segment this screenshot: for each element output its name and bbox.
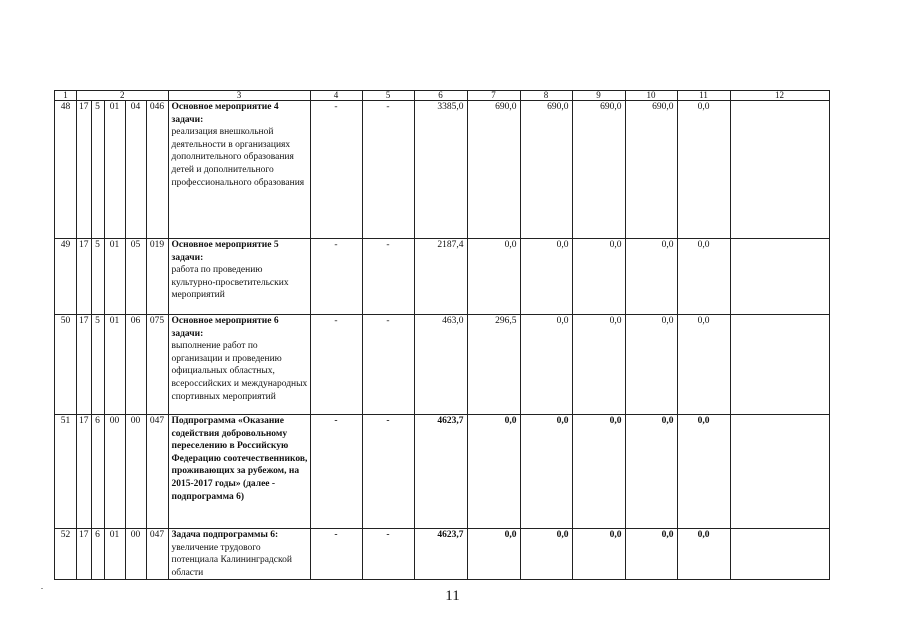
code-cell: 01	[104, 315, 125, 415]
header-col-3: 3	[168, 91, 310, 101]
header-col-11: 11	[677, 91, 730, 101]
code-cell: 06	[125, 315, 146, 415]
amount-cell-7: 690,0	[467, 101, 520, 239]
description-heading: Основное мероприятие 5 задачи:	[171, 240, 279, 263]
code-cell: 00	[125, 415, 146, 529]
description-heading: Подпрограмма «Оказание содействия добровольному переселению в Российскую Федерацию соотечественников, проживающих за рубежом, на 2015-2017 годы» (далее - подпрограмма 6)	[171, 416, 308, 502]
amount-cell-11: 0,0	[677, 239, 730, 315]
header-col-10: 10	[625, 91, 677, 101]
amount-cell-6: 3385,0	[414, 101, 467, 239]
amount-cell-9: 0,0	[572, 239, 625, 315]
row-number-cell: 52	[55, 529, 77, 580]
code-cell: 17	[77, 239, 92, 315]
amount-cell-8: 0,0	[520, 315, 572, 415]
description-cell	[168, 315, 310, 415]
description-text: работа по проведению культурно-просветительских мероприятий	[171, 265, 289, 301]
description-heading: Задача подпрограммы 6:	[171, 530, 279, 540]
amount-cell-6: 4623,7	[414, 415, 467, 529]
amount-cell-11: 0,0	[677, 529, 730, 580]
value-cell-12	[730, 529, 829, 580]
table-row	[55, 529, 830, 580]
amount-cell-7: 0,0	[467, 529, 520, 580]
table-row	[55, 101, 830, 239]
code-cell: 075	[146, 315, 168, 415]
header-col-2: 2	[77, 91, 169, 101]
amount-cell-11: 0,0	[677, 101, 730, 239]
value-cell-12	[730, 415, 829, 529]
description-cell	[168, 415, 310, 529]
amount-cell-10: 0,0	[625, 529, 677, 580]
code-cell: 047	[146, 529, 168, 580]
description-cell	[168, 239, 310, 315]
value-cell-5: -	[362, 101, 414, 239]
amount-cell-8: 0,0	[520, 529, 572, 580]
description-heading: Основное мероприятие 6 задачи:	[171, 316, 279, 339]
description-cell	[168, 101, 310, 239]
table-row	[55, 415, 830, 529]
value-cell-5: -	[362, 415, 414, 529]
amount-cell-7: 0,0	[467, 415, 520, 529]
page-number: 11	[445, 588, 460, 604]
code-cell: 019	[146, 239, 168, 315]
code-cell: 17	[77, 101, 92, 239]
header-col-9: 9	[572, 91, 625, 101]
code-cell: 5	[91, 315, 104, 415]
code-cell: 6	[91, 415, 104, 529]
row-number-cell: 51	[55, 415, 77, 529]
header-col-5: 5	[362, 91, 414, 101]
value-cell-4: -	[310, 315, 362, 415]
code-cell: 01	[104, 239, 125, 315]
header-col-1: 1	[55, 91, 77, 101]
code-cell: 17	[77, 529, 92, 580]
description-heading: Основное мероприятие 4 задачи:	[171, 102, 279, 125]
value-cell-5: -	[362, 529, 414, 580]
code-cell: 04	[125, 101, 146, 239]
amount-cell-9: 0,0	[572, 315, 625, 415]
amount-cell-8: 690,0	[520, 101, 572, 239]
value-cell-4: -	[310, 529, 362, 580]
description-cell	[168, 529, 310, 580]
amount-cell-7: 296,5	[467, 315, 520, 415]
code-cell: 6	[91, 529, 104, 580]
code-cell: 00	[125, 529, 146, 580]
code-cell: 5	[91, 101, 104, 239]
amount-cell-11: 0,0	[677, 415, 730, 529]
amount-cell-8: 0,0	[520, 415, 572, 529]
amount-cell-10: 0,0	[625, 239, 677, 315]
code-cell: 01	[104, 529, 125, 580]
description-text: реализация внешкольной деятельности в организациях дополнительного образования детей и дополнительного профессионального образования	[171, 127, 305, 188]
code-cell: 17	[77, 415, 92, 529]
row-number-cell: 48	[55, 101, 77, 239]
amount-cell-9: 0,0	[572, 415, 625, 529]
amount-cell-7: 0,0	[467, 239, 520, 315]
value-cell-5: -	[362, 315, 414, 415]
header-col-4: 4	[310, 91, 362, 101]
value-cell-4: -	[310, 101, 362, 239]
amount-cell-9: 690,0	[572, 101, 625, 239]
amount-cell-9: 0,0	[572, 529, 625, 580]
code-cell: 046	[146, 101, 168, 239]
code-cell: 01	[104, 101, 125, 239]
row-number-cell: 49	[55, 239, 77, 315]
header-col-7: 7	[467, 91, 520, 101]
amount-cell-10: 690,0	[625, 101, 677, 239]
description-text: выполнение работ по организации и проведению официальных областных, всероссийских и международных спортивных мероприятий	[171, 341, 308, 402]
description-text: увеличение трудового потенциала Калининградской области	[171, 542, 292, 578]
code-cell: 05	[125, 239, 146, 315]
code-cell: 17	[77, 315, 92, 415]
value-cell-12	[730, 101, 829, 239]
amount-cell-10: 0,0	[625, 415, 677, 529]
amount-cell-6: 4623,7	[414, 529, 467, 580]
budget-table	[54, 90, 830, 580]
value-cell-5: -	[362, 239, 414, 315]
amount-cell-11: 0,0	[677, 315, 730, 415]
amount-cell-8: 0,0	[520, 239, 572, 315]
table-row	[55, 315, 830, 415]
header-col-8: 8	[520, 91, 572, 101]
code-cell: 047	[146, 415, 168, 529]
code-cell: 5	[91, 239, 104, 315]
amount-cell-10: 0,0	[625, 315, 677, 415]
header-row	[55, 91, 830, 101]
code-cell: 00	[104, 415, 125, 529]
amount-cell-6: 463,0	[414, 315, 467, 415]
table-row	[55, 239, 830, 315]
amount-cell-6: 2187,4	[414, 239, 467, 315]
header-col-12: 12	[730, 91, 829, 101]
value-cell-12	[730, 239, 829, 315]
value-cell-12	[730, 315, 829, 415]
row-number-cell: 50	[55, 315, 77, 415]
value-cell-4: -	[310, 239, 362, 315]
header-col-6: 6	[414, 91, 467, 101]
value-cell-4: -	[310, 415, 362, 529]
